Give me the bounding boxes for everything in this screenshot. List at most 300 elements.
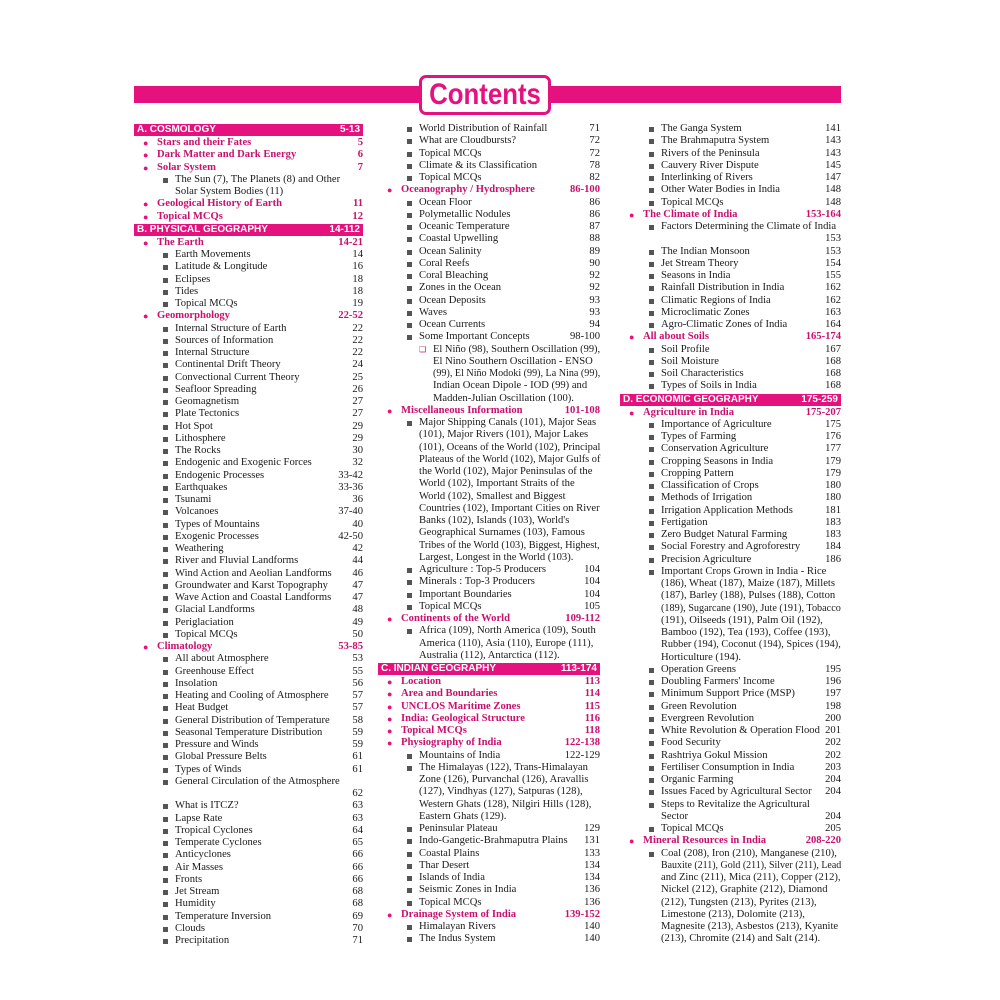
entry-title: Irrigation Application Methods — [661, 504, 793, 516]
entry-continuation — [620, 872, 841, 884]
entry-title: Importance of Agriculture — [661, 418, 772, 430]
page-number: 90 — [589, 257, 600, 269]
page-number: 68 — [352, 886, 363, 897]
topic-entry — [620, 344, 841, 356]
entry-continuation — [620, 921, 841, 933]
entry-title: Soil Moisture — [661, 355, 719, 367]
entry-continuation — [620, 884, 841, 896]
topic-entry — [620, 431, 841, 443]
topic-entry — [134, 874, 363, 886]
entry-title: Cauvery River Dispute — [661, 159, 759, 171]
topic-entry — [378, 197, 600, 209]
entry-title: Coal (208), Iron (210), Manganese (210), — [661, 847, 837, 859]
chapter-entry — [378, 713, 600, 725]
page-number: 148 — [825, 196, 841, 208]
entry-title: Weathering — [175, 543, 224, 554]
entry-title: The Sun (7), The Planets (8) and Other — [175, 173, 341, 185]
entry-title: Continents of the World — [401, 613, 510, 624]
chapter-entry — [134, 137, 363, 149]
page-number: 92 — [589, 270, 600, 281]
page-number: 179 — [825, 455, 841, 467]
topic-entry — [620, 456, 841, 468]
page-number: 68 — [352, 898, 363, 910]
entry-title: Other Water Bodies in India — [661, 184, 780, 196]
page-number: 64 — [352, 824, 363, 836]
entry-title: Latitude & Longitude — [175, 261, 268, 273]
topic-entry — [134, 751, 363, 763]
entry-title: Groundwater and Karst Topography — [175, 579, 328, 591]
page-number: 71 — [352, 935, 363, 946]
entry-continuation — [378, 774, 600, 786]
entry-title: Climatic Regions of India — [661, 294, 771, 306]
entry-title: General Distribution of Temperature — [175, 714, 330, 726]
page-number: 147 — [825, 172, 841, 183]
title-box — [419, 75, 551, 115]
entry-title: Wave Action and Coastal Landforms — [175, 592, 332, 603]
topic-entry — [378, 762, 600, 774]
entry-title: Plate Tectonics — [175, 408, 240, 420]
entry-title: Some Important Concepts — [419, 331, 530, 343]
entry-title: Issues Faced by Agricultural Sector — [661, 786, 812, 798]
topic-entry — [378, 270, 600, 282]
page-number: 14 — [352, 249, 363, 260]
topic-entry — [378, 576, 600, 588]
page-number: 22 — [352, 322, 363, 334]
page-number: 104 — [584, 588, 600, 600]
page-number: 202 — [825, 749, 841, 761]
entry-title: Topical MCQs — [661, 823, 724, 834]
page-number: 202 — [825, 737, 841, 749]
entry-title: Temperate Cyclones — [175, 837, 262, 848]
topic-entry — [134, 335, 363, 347]
page-number: 139-152 — [564, 908, 600, 920]
entry-continuation — [378, 442, 600, 454]
topic-entry — [620, 184, 841, 196]
chapter-entry — [378, 737, 600, 749]
entry-title: Soil Characteristics — [661, 368, 744, 379]
topic-entry — [134, 715, 363, 727]
entry-title: Internal Structure — [175, 347, 250, 358]
page-number: 6 — [357, 149, 363, 161]
entry-title: Ocean Floor — [419, 196, 472, 208]
topic-entry — [378, 233, 600, 245]
topic-entry — [134, 923, 363, 935]
chapter-entry — [134, 310, 363, 322]
page-number: 93 — [589, 294, 600, 306]
page-number: 175-207 — [805, 406, 841, 418]
entry-title: Steps to Revitalize the Agricultural — [661, 798, 810, 810]
topic-entry — [134, 482, 363, 494]
entry-title: Tsunami — [175, 494, 212, 505]
entry-title: Tribes of the World (103), Biggest, Highest, — [419, 539, 600, 551]
entry-continuation — [620, 897, 841, 909]
page-number: 148 — [825, 184, 841, 196]
entry-title: Precision Agriculture — [661, 553, 752, 565]
topic-entry — [620, 517, 841, 529]
entry-title: Ocean Deposits — [419, 294, 486, 306]
topic-entry — [378, 319, 600, 331]
entry-title: Climatology — [157, 641, 213, 652]
page-number: 183 — [825, 516, 841, 528]
chapter-entry — [378, 688, 600, 700]
topic-entry — [620, 786, 841, 798]
entry-continuation — [378, 454, 600, 466]
page-number: 18 — [352, 273, 363, 285]
entry-title: What are Cloudbursts? — [419, 135, 517, 147]
entry-title: Physiography of India — [401, 737, 502, 749]
entry-continuation — [620, 603, 841, 615]
entry-title: (99), El Niño Modoki (99), La Nina (99), — [433, 368, 601, 379]
chapter-entry — [134, 198, 363, 210]
topic-entry — [620, 737, 841, 749]
page-number: 30 — [352, 445, 363, 456]
topic-entry — [134, 825, 363, 837]
topic-entry — [378, 417, 600, 429]
topic-entry — [620, 295, 841, 307]
entry-title: Greenhouse Effect — [175, 665, 254, 677]
page-number: 122-138 — [564, 737, 600, 749]
topic-entry — [134, 678, 363, 690]
entry-title: The Indus System — [419, 933, 496, 945]
topic-entry — [134, 347, 363, 359]
entry-title: Rainfall Distribution in India — [661, 282, 785, 294]
entry-title: (101), Major Rivers (101), Major Lakes — [419, 429, 589, 441]
page-number: 98-100 — [569, 331, 600, 343]
chapter-entry — [620, 407, 841, 419]
entry-title: UNCLOS Maritime Zones — [401, 700, 521, 712]
topic-entry — [620, 246, 841, 258]
entry-title: Horticulture (194). — [661, 651, 742, 663]
entry-title: River and Fluvial Landforms — [175, 555, 299, 567]
entry-title: World (102), Smallest and Biggest — [419, 490, 566, 502]
topic-entry — [620, 529, 841, 541]
topic-entry — [620, 282, 841, 294]
page-number: 44 — [352, 555, 363, 567]
entry-title: Operation Greens — [661, 663, 737, 675]
entry-title: Precipitation — [175, 935, 230, 946]
page-number: 101-108 — [564, 404, 600, 416]
topic-entry — [620, 713, 841, 725]
topic-entry — [134, 445, 363, 457]
entry-title: Agro-Climatic Zones of India — [661, 319, 788, 330]
entry-title: Anticyclones — [175, 849, 231, 861]
entry-title: Geographical Surnames (103), Famous — [419, 527, 585, 539]
chapter-entry — [134, 162, 363, 174]
topic-entry — [134, 543, 363, 555]
entry-title: Topical MCQs — [401, 725, 467, 736]
page-number: 42 — [352, 543, 363, 554]
page-number: 176 — [825, 431, 841, 442]
page-number: 140 — [584, 933, 600, 945]
page-number: 70 — [352, 922, 363, 934]
entry-continuation — [134, 788, 363, 800]
topic-entry — [134, 519, 363, 531]
topic-entry — [620, 258, 841, 270]
topic-entry — [378, 601, 600, 613]
entry-title: General Circulation of the Atmosphere — [175, 775, 340, 787]
topic-entry — [378, 884, 600, 896]
chapter-entry — [378, 701, 600, 713]
topic-entry — [620, 356, 841, 368]
entry-title: Glacial Landforms — [175, 604, 255, 616]
page-number: 136 — [584, 896, 600, 908]
topic-entry — [134, 568, 363, 580]
entry-continuation — [378, 393, 600, 405]
entry-title: Coral Bleaching — [419, 270, 489, 281]
page-number: 89 — [589, 245, 600, 257]
entry-title: India: Geological Structure — [401, 712, 525, 724]
topic-entry — [620, 270, 841, 282]
topic-entry — [620, 799, 841, 811]
topic-entry — [134, 617, 363, 629]
entry-title: Indian Ocean Dipole - IOD (99) and — [433, 380, 588, 392]
entry-title: Drainage System of India — [401, 908, 517, 920]
topic-entry — [378, 172, 600, 184]
page-number: 153 — [825, 245, 841, 257]
topic-entry — [134, 457, 363, 469]
entry-title: Types of Mountains — [175, 518, 260, 530]
page-number: 134 — [584, 872, 600, 883]
topic-entry — [134, 849, 363, 861]
page-number: 168 — [825, 368, 841, 379]
page-number: 122-129 — [564, 749, 600, 761]
page-number: 24 — [352, 359, 363, 371]
entry-title: Eclipses — [175, 273, 211, 285]
topic-entry — [134, 813, 363, 825]
entry-title: Pressure and Winds — [175, 739, 259, 750]
page-number: 195 — [825, 663, 841, 675]
section-header — [620, 394, 841, 406]
topic-entry — [134, 592, 363, 604]
page-number: 65 — [352, 837, 363, 848]
topic-entry — [134, 702, 363, 714]
entry-title: Plateaus of the World (102), Major Gulfs of — [419, 453, 601, 465]
page-number: 145 — [825, 159, 841, 171]
page-number: 11 — [352, 198, 363, 210]
entry-title: Cropping Pattern — [661, 467, 734, 479]
entry-continuation — [378, 429, 600, 441]
page-number: 87 — [589, 221, 600, 232]
page-number: 129 — [584, 823, 600, 834]
topic-entry — [134, 470, 363, 482]
entry-title: Magnesite (213), Asbestos (213), Kyanite — [661, 921, 839, 932]
entry-title: Types of Winds — [175, 763, 242, 775]
entry-title: Important Crops Grown in India - Rice — [661, 565, 827, 577]
chapter-entry — [378, 613, 600, 625]
page-number: 12 — [352, 210, 363, 222]
page-number: 200 — [825, 712, 841, 724]
page-number: 141 — [825, 123, 841, 134]
page-number: 22 — [352, 334, 363, 346]
entry-continuation — [378, 478, 600, 490]
entry-title: Tides — [175, 285, 199, 297]
entry-title: Global Pressure Belts — [175, 751, 267, 763]
topic-entry — [620, 443, 841, 455]
topic-entry — [378, 589, 600, 601]
entry-continuation — [378, 491, 600, 503]
entry-title: the World (102), Major Peninsulas of the — [419, 466, 593, 477]
entry-title: Banks (102), Islands (103), World's — [419, 515, 570, 526]
entry-title: Oceanic Temperature — [419, 221, 510, 232]
entry-title: (101), Oceans of the World (102), Principal — [419, 441, 601, 453]
entry-title: Rivers of the Peninsula — [661, 147, 760, 159]
entry-title: El Nino Southern Oscillation - ENSO — [433, 355, 593, 367]
entry-title: Nickel (212), Graphite (212), Diamond — [661, 884, 828, 896]
entry-title: Zero Budget Natural Farming — [661, 529, 788, 540]
page-number: 114 — [584, 688, 600, 700]
entry-continuation — [378, 650, 600, 662]
chapter-entry — [620, 835, 841, 847]
page-number: 205 — [825, 823, 841, 834]
chapter-entry — [620, 331, 841, 343]
topic-entry — [620, 135, 841, 147]
entry-title: Indo-Gangetic-Brahmaputra Plains — [419, 835, 568, 847]
entry-title: Periglaciation — [175, 616, 234, 628]
entry-title: Temperature Inversion — [175, 910, 272, 922]
page-number: 198 — [825, 700, 841, 712]
topic-entry — [620, 380, 841, 392]
entry-title: Mineral Resources in India — [643, 835, 767, 847]
topic-entry — [620, 554, 841, 566]
entry-title: Important Boundaries — [419, 588, 512, 600]
topic-entry — [134, 837, 363, 849]
section-header — [134, 124, 363, 136]
page-number: 116 — [584, 712, 600, 724]
entry-title: All about Atmosphere — [175, 653, 269, 665]
page-number: 180 — [825, 492, 841, 504]
entry-title: Himalayan Rivers — [419, 921, 496, 932]
entry-title: El Niño (98), Southern Oscillation (99), — [433, 343, 601, 355]
page-number: 47 — [352, 592, 363, 603]
topic-entry — [134, 396, 363, 408]
page-number: 22-52 — [338, 310, 363, 322]
entry-title: Minerals : Top-3 Producers — [419, 576, 535, 588]
topic-entry — [378, 872, 600, 884]
entry-title: B. PHYSICAL GEOGRAPHY — [137, 223, 268, 235]
entry-title: Interlinking of Rivers — [661, 172, 753, 183]
entry-title: Air Masses — [175, 861, 223, 873]
entry-title: Topical MCQs — [157, 210, 223, 222]
page-number: 115 — [584, 700, 600, 712]
entry-title: Fronts — [175, 873, 203, 885]
page-number: 69 — [352, 910, 363, 922]
entry-continuation — [620, 590, 841, 602]
chapter-entry — [134, 211, 363, 223]
topic-entry — [134, 629, 363, 641]
topic-entry — [134, 898, 363, 910]
page-number: 175 — [825, 418, 841, 430]
entry-continuation — [620, 233, 841, 245]
entry-title: The Himalayas (122), Trans-Himalayan — [419, 761, 588, 773]
entry-title: Madden-Julian Oscillation (100). — [433, 392, 574, 404]
topic-entry — [134, 653, 363, 665]
entry-title: Oceanography / Hydrosphere — [401, 184, 535, 196]
page-number: 204 — [825, 774, 841, 785]
topic-entry — [378, 921, 600, 933]
page-number: 33-42 — [338, 469, 363, 481]
entry-title: Types of Farming — [661, 431, 737, 442]
page-number: 184 — [825, 541, 841, 553]
page-number: 177 — [825, 443, 841, 455]
chapter-entry — [378, 725, 600, 737]
topic-entry — [134, 739, 363, 751]
page-number: 86 — [589, 196, 600, 208]
page-number: 183 — [825, 529, 841, 540]
topic-entry — [620, 762, 841, 774]
entry-title: Lapse Rate — [175, 812, 223, 824]
entry-title: The Ganga System — [661, 123, 742, 134]
topic-entry — [134, 604, 363, 616]
entry-title: Humidity — [175, 898, 216, 910]
entry-title: Largest, Longest in the World (103). — [419, 551, 574, 563]
topic-entry — [620, 480, 841, 492]
entry-title: Solar System — [157, 161, 216, 173]
entry-continuation — [620, 811, 841, 823]
page-number: 88 — [589, 233, 600, 245]
page-number: 61 — [352, 751, 363, 763]
page-number: 118 — [584, 725, 600, 736]
entry-title: Western Ghats (128), Nilgiri Hills (128), — [419, 798, 592, 810]
page-number: 53-85 — [338, 641, 363, 652]
topic-entry — [378, 295, 600, 307]
topic-entry — [378, 564, 600, 576]
entry-title: Agriculture in India — [643, 406, 735, 418]
entry-title: Coastal Upwelling — [419, 233, 499, 245]
topic-entry — [620, 172, 841, 184]
page-number: 164 — [825, 319, 841, 330]
page-number: 181 — [825, 504, 841, 516]
page-number: 57 — [352, 702, 363, 714]
page-number: 140 — [584, 921, 600, 932]
page-number: 186 — [825, 553, 841, 565]
entry-title: Topical MCQs — [175, 628, 238, 640]
entry-title: Jet Stream Theory — [661, 257, 739, 269]
entry-title: C. INDIAN GEOGRAPHY — [381, 663, 497, 674]
topic-entry — [134, 935, 363, 947]
entry-title: Tropical Cyclones — [175, 824, 253, 836]
entry-title: Topical MCQs — [419, 896, 482, 908]
entry-title: Coral Reefs — [419, 257, 470, 269]
entry-title: A. COSMOLOGY — [137, 124, 216, 135]
entry-title: Earthquakes — [175, 481, 228, 493]
entry-continuation — [378, 380, 600, 392]
entry-title: The Brahmaputra System — [661, 135, 770, 147]
entry-title: Heating and Cooling of Atmosphere — [175, 690, 329, 701]
topic-entry — [134, 580, 363, 592]
page-number: 66 — [352, 873, 363, 885]
page-number: 37-40 — [338, 506, 363, 518]
entry-title: America (110), Asia (110), Europe (111), — [419, 637, 594, 649]
entry-title: Conservation Agriculture — [661, 443, 769, 455]
topic-entry — [620, 319, 841, 331]
entry-title: Jet Stream — [175, 886, 220, 897]
page-title: Contents — [429, 78, 541, 111]
page-number: 204 — [825, 786, 841, 798]
entry-title: Solar System Bodies (11) — [175, 186, 284, 197]
entry-title: Heat Budget — [175, 702, 229, 714]
topic-entry — [620, 419, 841, 431]
entry-title: Ocean Salinity — [419, 245, 482, 257]
entry-title: All about Soils — [643, 331, 709, 343]
entry-continuation — [620, 578, 841, 590]
entry-continuation — [378, 811, 600, 823]
topic-entry — [134, 249, 363, 261]
topic-entry — [378, 307, 600, 319]
topic-entry — [620, 505, 841, 517]
topic-entry — [378, 282, 600, 294]
topic-entry — [378, 148, 600, 160]
chapter-entry — [134, 237, 363, 249]
